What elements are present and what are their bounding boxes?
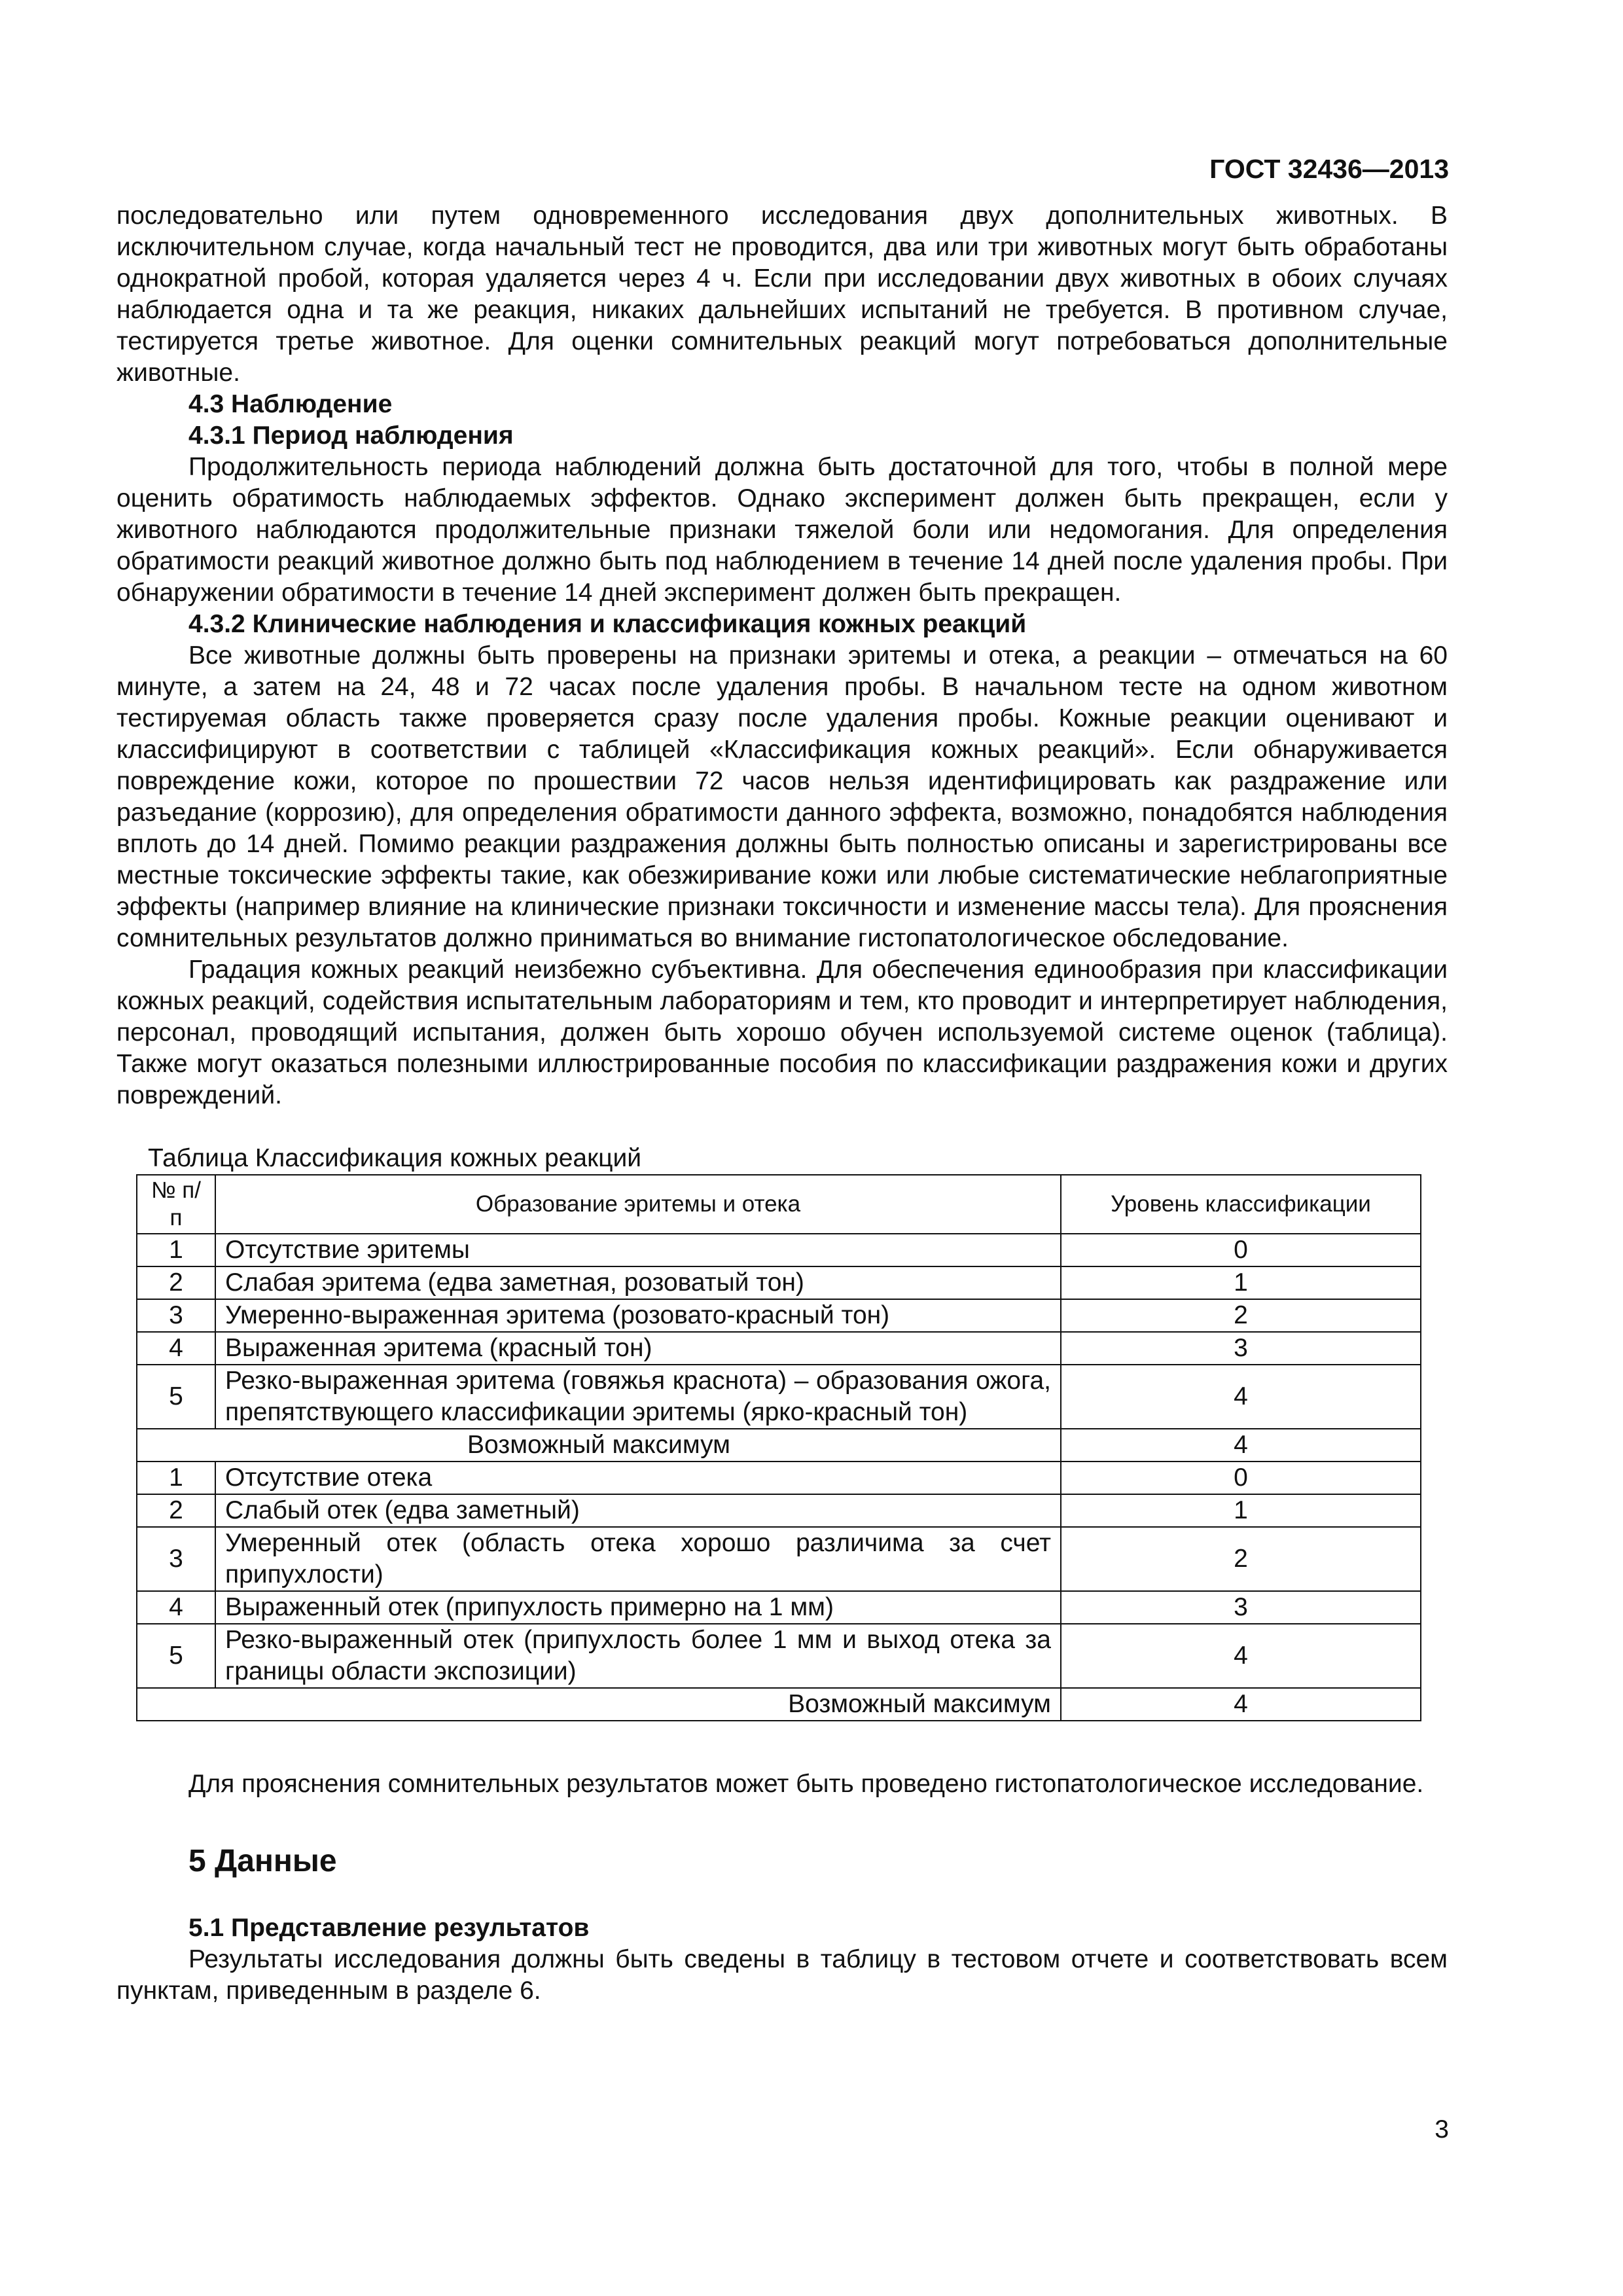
paragraph-observation-period: Продолжительность периода наблюдений должна быть достаточной для того, чтобы в полной мере оценить обратимость наблюдаемых эффектов. Однако эксперимент должен быть прекращен, если у животного наблюдаются продолжительные признаки тяжелой боли или недомогания. Для определения обратимости реакций животное должно быть под наблюдением в течение 14 дней после удаления пробы. При обнаружении обратимости в течение 14 дней эксперимент должен быть прекращен.: [116, 453, 1448, 607]
cell-num: 2: [137, 1266, 215, 1299]
cell-num: 1: [137, 1462, 215, 1494]
cell-desc: Резко-выраженный отек (припухлость более 1 мм и выход отека за границы области экспозиции): [215, 1624, 1061, 1688]
heading-4-3-2: 4.3.2 Клинические наблюдения и классификация кожных реакций: [188, 610, 1027, 638]
cell-level: 3: [1061, 1591, 1421, 1624]
table-row: [137, 1462, 1421, 1494]
table-row: [137, 1365, 1421, 1429]
table-row: [137, 1591, 1421, 1624]
cell-num: 3: [137, 1299, 215, 1332]
cell-max-level: 4: [1061, 1429, 1421, 1462]
cell-num: 5: [137, 1365, 215, 1429]
paragraph-grading: Градация кожных реакций неизбежно субъективна. Для обеспечения единообразия при классификации кожных реакций, содействия испытательным лабораториям и тем, кто проводит и интерпретирует наблюдения, персонал, проводящий испытания, должен быть хорошо обучен используемой системе оценок (таблица). Также могут оказаться полезными иллюстрированные пособия по классификации раздражения кожи и других повреждений.: [116, 956, 1448, 1109]
header-desc: Образование эритемы и отека: [215, 1175, 1061, 1234]
table-row: [137, 1234, 1421, 1266]
cell-num: 2: [137, 1494, 215, 1527]
table-caption: Таблица Классификация кожных реакций: [148, 1144, 642, 1172]
table-header-row: [137, 1175, 1421, 1234]
cell-desc: Резко-выраженная эритема (говяжья краснота) – образования ожога, препятствующего классификации эритемы (ярко-красный тон): [215, 1365, 1061, 1429]
cell-desc: Отсутствие отека: [215, 1462, 1061, 1494]
page-content: [116, 200, 1448, 2007]
table-row: [137, 1494, 1421, 1527]
cell-level: 1: [1061, 1266, 1421, 1299]
cell-num: 4: [137, 1591, 215, 1624]
header-num: № п/п: [137, 1175, 215, 1234]
paragraph-results: Результаты исследования должны быть сведены в таблицу в тестовом отчете и соответствовать всем пунктам, приведенным в разделе 6.: [116, 1945, 1448, 2005]
heading-4-3-1: 4.3.1 Период наблюдения: [188, 422, 514, 450]
skin-reaction-table: [136, 1174, 1421, 1721]
table-row: [137, 1332, 1421, 1365]
cell-num: 1: [137, 1234, 215, 1266]
cell-desc: Умеренно-выраженная эритема (розовато-красный тон): [215, 1299, 1061, 1332]
table-max-row: [137, 1429, 1421, 1462]
cell-num: 5: [137, 1624, 215, 1688]
heading-4-3: 4.3 Наблюдение: [188, 390, 393, 418]
cell-num: 3: [137, 1527, 215, 1591]
cell-desc: Слабый отек (едва заметный): [215, 1494, 1061, 1527]
heading-5-1: 5.1 Представление результатов: [188, 1914, 590, 1942]
table-max-row: [137, 1688, 1421, 1721]
table-row: [137, 1624, 1421, 1688]
cell-desc: Отсутствие эритемы: [215, 1234, 1061, 1266]
standard-code: ГОСТ 32436—2013: [1209, 154, 1449, 184]
cell-num: 4: [137, 1332, 215, 1365]
cell-level: 2: [1061, 1299, 1421, 1332]
cell-level: 4: [1061, 1365, 1421, 1429]
table-row: [137, 1266, 1421, 1299]
cell-max-label: Возможный максимум: [137, 1429, 1061, 1462]
heading-section-5: 5 Данные: [188, 1844, 337, 1878]
table-row: [137, 1299, 1421, 1332]
page-number: 3: [1435, 2115, 1449, 2144]
cell-max-label: Возможный максимум: [137, 1688, 1061, 1721]
cell-level: 3: [1061, 1332, 1421, 1365]
cell-max-level: 4: [1061, 1688, 1421, 1721]
cell-desc: Слабая эритема (едва заметная, розоватый тон): [215, 1266, 1061, 1299]
cell-desc: Выраженная эритема (красный тон): [215, 1332, 1061, 1365]
cell-level: 4: [1061, 1624, 1421, 1688]
cell-level: 1: [1061, 1494, 1421, 1527]
cell-level: 0: [1061, 1462, 1421, 1494]
cell-level: 0: [1061, 1234, 1421, 1266]
paragraph-continuation: последовательно или путем одновременного исследования двух дополнительных животных. В исключительном случае, когда начальный тест не проводится, два или три животных могут быть обработаны однократной пробой, которая удаляется через 4 ч. Если при исследовании двух животных в обоих случаях наблюдается одна и та же реакция, никаких дальнейших испытаний не требуется. В противном случае, тестируется третье животное. Для оценки сомнительных реакций могут потребоваться дополнительные животные.: [116, 202, 1448, 387]
header-level: Уровень классификации: [1061, 1175, 1421, 1234]
cell-level: 2: [1061, 1527, 1421, 1591]
table-row: [137, 1527, 1421, 1591]
cell-desc: Умеренный отек (область отека хорошо различима за счет припухлости): [215, 1527, 1061, 1591]
paragraph-histopathology: Для прояснения сомнительных результатов может быть проведено гистопатологическое исследование.: [188, 1770, 1424, 1798]
paragraph-clinical-observations: Все животные должны быть проверены на признаки эритемы и отека, а реакции – отмечаться на 60 минуте, а затем на 24, 48 и 72 часах после удаления пробы. В начальном тесте на одном животном тестируемая область также проверяется сразу после удаления пробы. Кожные реакции оценивают и классифицируют в соответствии с таблицей «Классификация кожных реакций». Если обнаруживается повреждение кожи, которое по прошествии 72 часов нельзя идентифицировать как раздражение или разъедание (коррозию), для определения обратимости данного эффекта, возможно, понадобятся наблюдения вплоть до 14 дней. Помимо реакции раздражения должны быть полностью описаны и зарегистрированы все местные токсические эффекты такие, как обезжиривание кожи или любые систематические неблагоприятные эффекты (например влияние на клинические признаки токсичности и изменение массы тела). Для прояснения сомнительных результатов должно приниматься во внимание гистопатологическое обследование.: [116, 641, 1448, 952]
cell-desc: Выраженный отек (припухлость примерно на 1 мм): [215, 1591, 1061, 1624]
